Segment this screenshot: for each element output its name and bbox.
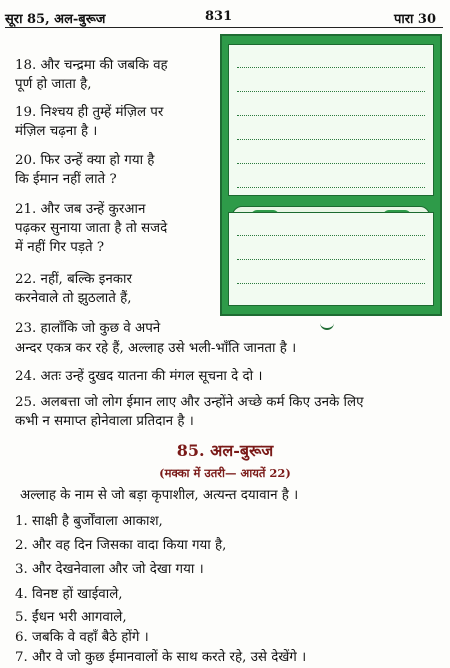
- verse-line: करनेवाले तो झुठलाते हैं,: [15, 291, 132, 306]
- surah-title: 85. अल-बुरूज: [176, 441, 274, 460]
- verse-line: में नहीं गिर पड़ते ?: [15, 240, 105, 255]
- verse-line: 20. फिर उन्हें क्या हो गया है: [15, 153, 155, 168]
- arabic-text-panel: [220, 34, 442, 316]
- verse-line: 19. निश्चय ही तुम्हें मंज़िल पर: [15, 105, 164, 120]
- verse-line: 7. और वे जो कुछ ईमानवालों के साथ करते रहे, उसे देखेंगे ।: [15, 650, 307, 665]
- bismillah-line: अल्लाह के नाम से जो बड़ा कृपाशील, अत्यन्त दयावान है ।: [20, 488, 299, 503]
- verse-line: पढ़कर सुनाया जाता है तो सजदे: [15, 221, 168, 236]
- surah-subtitle: (मक्का में उतरी— आयतें 22): [159, 466, 291, 480]
- verse-line: 6. जबकि वे वहाँ बैठे होंगे ।: [15, 630, 149, 645]
- header-page-number: 831: [205, 9, 233, 24]
- verse-line: 25. अलबत्ता जो लोग ईमान लाए और उन्होंने अच्छे कर्म किए उनके लिए: [15, 395, 364, 410]
- verse-line: 21. और जब उन्हें कुरआन: [15, 202, 146, 217]
- verse-line: 3. और देखनेवाला और जो देखा गया ।: [15, 562, 204, 577]
- verse-line: अन्दर एकत्र कर रहे हैं, अल्लाह उसे भली-भाँति जानता है ।: [15, 341, 297, 356]
- verse-line: 23. हालाँकि जो कुछ वे अपने: [15, 321, 161, 336]
- verse-line: 1. साक्षी है बुर्जोंवाला आकाश,: [15, 514, 163, 529]
- verse-line: 22. नहीं, बल्कि इनकार: [15, 272, 133, 287]
- verse-line: कि ईमान नहीं लाते ?: [15, 172, 117, 187]
- header-para-number: पारा 30: [393, 12, 436, 27]
- verse-line: पूर्ण हो जाता है,: [15, 77, 92, 92]
- verse-line: 24. अतः उन्हें दुखद यातना की मंगल सूचना दे दो ।: [15, 369, 263, 384]
- header-surah-name: सूरा 85, अल-बुरूज: [5, 12, 106, 27]
- verse-line: कभी न समाप्त होनेवाला प्रतिदान है ।: [15, 414, 194, 429]
- verse-line: 4. विनष्ट हों खाईवाले,: [15, 587, 123, 602]
- verse-line: 5. ईंधन भरी आगवाले,: [15, 610, 127, 625]
- verse-line: 18. और चन्द्रमा की जबकि वह: [15, 58, 168, 73]
- verse-line: 2. और वह दिन जिसका वादा किया गया है,: [15, 538, 227, 553]
- verse-line: मंज़िल चढ़ना है ।: [15, 124, 98, 139]
- arabic-text-frame-lower: [228, 212, 434, 306]
- page-header: [0, 0, 450, 28]
- arabic-text-frame-upper: [228, 44, 434, 196]
- header-rule: [5, 27, 443, 28]
